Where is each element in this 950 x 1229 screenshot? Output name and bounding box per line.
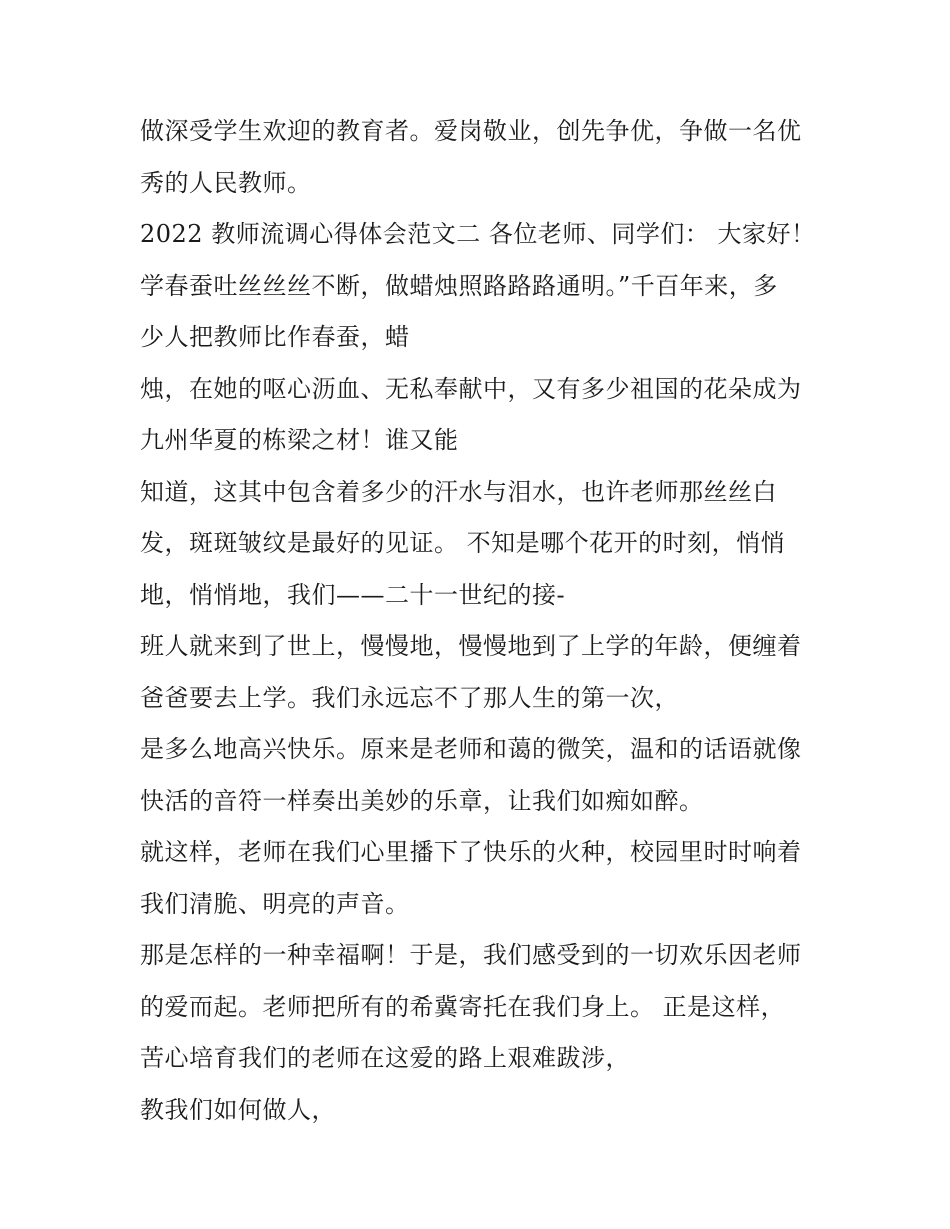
- text-line: 那是怎样的一种幸福啊！于是，我们感受到的一切欢乐因老师: [140, 941, 802, 969]
- text-line: 快活的音符一样奏出美妙的乐章，让我们如痴如醉。: [140, 786, 704, 815]
- text-line: 爸爸要去上学。我们永远忘不了那人生的第一次，: [140, 683, 679, 712]
- section-heading-line: 2022 教师流调心得体会范文二 各位老师、同学们： 大家好！: [140, 220, 816, 248]
- text-line: 苦心培育我们的老师在这爱的路上艰难跋涉，: [140, 1044, 630, 1072]
- text-line: 学春蚕吐丝丝丝不断，做蜡烛照路路路通明。”千百年来，多: [140, 271, 778, 300]
- text-line: 就这样，老师在我们心里播下了快乐的火种，校园里时时响着: [140, 838, 802, 866]
- text-line: 秀的人民教师。: [140, 168, 312, 197]
- text-line: 教我们如何做人，: [140, 1095, 336, 1124]
- text-line: 发，斑斑皱纹是最好的见证。 不知是哪个花开的时刻，悄悄: [140, 529, 786, 557]
- text-line: 知道，这其中包含着多少的汗水与泪水，也许老师那丝丝白: [140, 477, 777, 506]
- text-line: 少人把教师比作春蚕，蜡: [140, 323, 410, 351]
- text-line: 是多么地高兴快乐。原来是老师和蔼的微笑，温和的话语就像: [140, 735, 802, 763]
- text-line: 烛，在她的呕心沥血、无私奉献中，又有多少祖国的花朵成为: [140, 374, 802, 403]
- document-body: [140, 106, 820, 1136]
- text-line: 九州华夏的栋梁之材！谁又能: [140, 426, 459, 454]
- text-line: 做深受学生欢迎的教育者。爱岗敬业，创先争优，争做一名优: [140, 117, 802, 145]
- text-line: 我们清脆、明亮的声音。: [140, 889, 410, 918]
- text-line: 的爱而起。老师把所有的希冀寄托在我们身上。 正是这样，: [140, 992, 786, 1021]
- text-line: 班人就来到了世上，慢慢地，慢慢地到了上学的年龄，便缠着: [140, 632, 802, 660]
- text-line: 地，悄悄地，我们——二十一世纪的接-: [140, 580, 566, 609]
